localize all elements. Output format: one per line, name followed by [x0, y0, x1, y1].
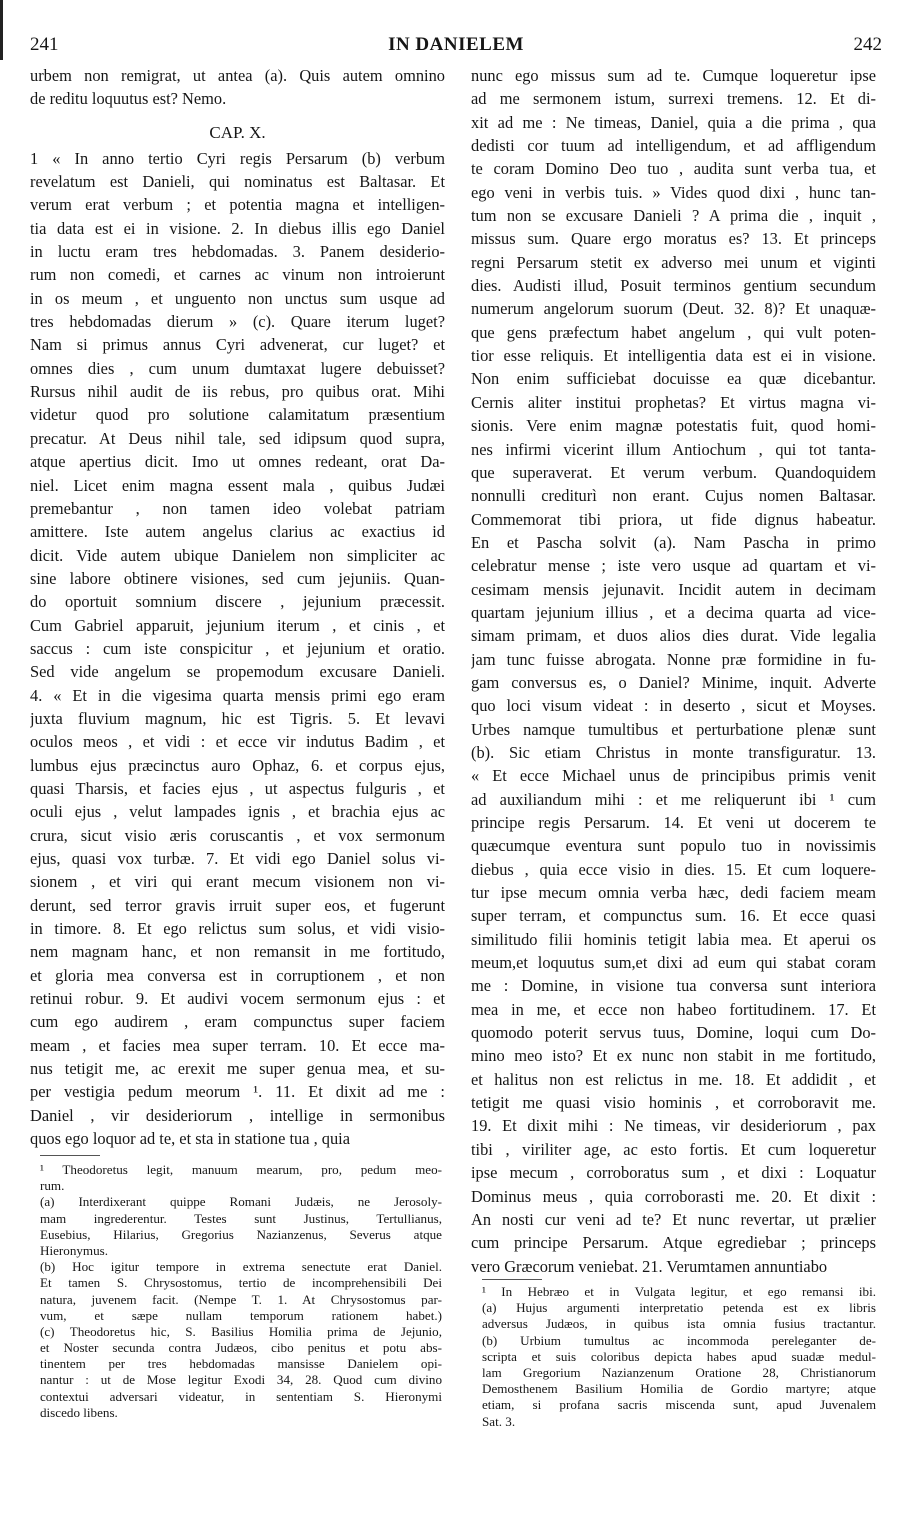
text-line: nes infirmi vicerint illum Antiochum , qui tot tanta- — [471, 439, 876, 459]
text-line: Cernis aliter institui prophetas? Et virtus magna vi- — [471, 392, 876, 412]
footnote-line: Hieronymus. — [40, 1242, 109, 1258]
footnote-line: Demosthenem Basilium Homilia de Gordio martyre; atque — [482, 1381, 876, 1397]
text-line: ejus, quasi vox turbæ. 7. Et vidi ego Daniel solus vi- — [30, 849, 445, 868]
text-line: numerum angelorum suorum (Deut. 32. 8)? Et unaquæ- — [471, 299, 876, 319]
right-page-number: 242 — [853, 34, 882, 55]
footnote-line: lam Gregorium Nazianzenum Oratione 28, Christianorum — [482, 1364, 876, 1380]
text-line: super terram, et compunctus sum. 16. Et ecce quasi — [471, 906, 876, 926]
text-line: per vestigia pedum meorum ¹. 11. Et dixit ad me : — [30, 1082, 445, 1102]
left-page-number: 241 — [30, 34, 59, 55]
text-line: in os meum , et unguento non unctus sum usque ad — [30, 288, 445, 308]
text-line: 1 « In anno tertio Cyri regis Persarum (b) verbum — [30, 148, 445, 168]
text-line: verum erat verbum ; et potentia magna et intelligen- — [30, 195, 445, 215]
text-line: rum non comedi, et carnes ac vinum non introierunt — [30, 265, 445, 285]
footnote-line: contextui adversari videatur, in sententiam S. Hieronymi — [40, 1388, 442, 1404]
text-line: quasi Tharsis, et facies ejus , ut aspectus fulguris , et — [30, 778, 445, 798]
text-line: quartam jejunium illius , et a decima quarta ad vice- — [471, 602, 876, 622]
text-line: xit ad me : Ne timeas, Daniel, quia a die prima , qua — [471, 112, 876, 132]
text-line: tur ipse mecum omnia verba hæc, dedi faciem meam — [471, 883, 876, 903]
text-line: Daniel , vir desideriorum , intellige in sermonibus — [30, 1105, 445, 1125]
footnote-line: Eusebius, Hilarius, Gregorius Nazianzenus, Severus atque — [40, 1226, 442, 1242]
text-line: amittere. Iste autem angelus clarius ac exactius id — [30, 522, 445, 542]
text-line: nem magnam hanc, et non remansit in me fortitudo, — [30, 942, 445, 962]
text-line: tior esse reliquis. Et intelligentia data est ei in visione. — [471, 346, 876, 366]
text-line: tres hebdomadas dierum » (c). Quare iterum luget? — [30, 312, 445, 332]
text-line: juxta fluvium magnum, hic est Tigris. 5. Et levavi — [30, 708, 445, 728]
text-line: et halitus non est relictus in me. 18. Et addidit , et — [471, 1069, 876, 1089]
footnote-line: etiam, si profana sacris miscenda sunt, apud Juvenalem — [482, 1397, 876, 1413]
text-line: Nam si primus annus Cyri advenerat, cur luget? et — [30, 335, 445, 355]
text-line: missus sum. Quare ergo moratus es? 13. Et princeps — [471, 229, 876, 249]
text-line: te coram Domino Deo tuo , audita sunt verba tua, et — [471, 159, 876, 179]
chapter-heading: CAP. X. — [209, 122, 266, 142]
text-line: atque apertius dicit. Imo ut omnes redeant, orat Da- — [30, 452, 445, 472]
text-line: sine labore obtinere visiones, sed cum jejuniis. Quan- — [30, 568, 445, 588]
text-line: revelatum est Danieli, qui nominatus est Baltasar. Et — [30, 172, 445, 192]
text-line: 4. « Et in die vigesima quarta mensis primi ego eram — [30, 685, 445, 705]
text-line: mea in me, et ecce non habeo fortitudinem. 17. Et — [471, 999, 876, 1019]
text-line: de reditu loquutus est? Nemo. — [30, 89, 227, 109]
footnote-line: (a) Interdixerant quippe Romani Judæis, ne Jerosoly- — [40, 1194, 442, 1210]
text-line: quæcumque eventura sunt populo tuo in novissimis — [471, 836, 876, 856]
footnote-line: adversus Judæos, in quibus ista omnia fusius tractantur. — [482, 1316, 876, 1332]
text-line: regni Persarum stetit ex adverso mei unum et viginti — [471, 252, 876, 272]
text-line: tum non se excusare Danieli ? A prima die , inquit , — [471, 206, 876, 226]
text-line: omnes dies , cum unum dumtaxat lugere debuisset? — [30, 358, 445, 378]
text-line: 19. Et dixit mihi : Ne timeas, vir desideriorum , pax — [471, 1116, 876, 1136]
text-line: jam tunc fuisse abrogata. Nonne præ formidine in fu- — [471, 649, 876, 669]
text-line: cesimam mensis jejunavit. Incidit autem in decimam — [471, 579, 876, 599]
footnote-line: tinentem per tres hebdomadas mansisse Danielem opi- — [40, 1356, 442, 1372]
footnote-line: ¹ Theodoretus legit, manuum mearum, pro, pedum meo- — [40, 1162, 442, 1177]
text-line: Urbes namque tumultibus et perturbatione plenæ sunt — [471, 719, 876, 739]
left-column — [30, 64, 445, 1150]
text-line: celebratur mense ; iste vero usque ad quartam et vi- — [471, 556, 876, 576]
text-line: crura, sicut visio æris coruscantis , et vox sermonum — [30, 825, 445, 845]
footnote-rule-left — [40, 1155, 100, 1156]
page-header — [30, 34, 882, 64]
footnote-line: (a) Hujus argumenti interpretatio petenda est ex libris — [482, 1300, 876, 1316]
footnote-line: Et tamen S. Chrysostomus, tertio de incomprehensibili Dei — [40, 1275, 442, 1291]
text-line: simam primam, et duos alios dies durat. Vide legalia — [471, 626, 876, 646]
text-line: ego veni in verbis tuis. » Vides quod dixi , hunc tan- — [471, 182, 876, 202]
footnote-line: nantur : ut de Mose legitur Exodi 34, 28. Quod cum divino — [40, 1372, 442, 1388]
text-line: nus tetigit me, ac erexit me super genua mea, et su- — [30, 1059, 445, 1079]
footnote-line: (c) Theodoretus hic, S. Basilius Homilia prima de Jejunio, — [40, 1323, 442, 1339]
text-line: dies. Audisti illud, Posuit terminos gentium secundum — [471, 276, 876, 296]
text-line: saccus : cum iste conspicitur , et jejunium et oratio. — [30, 638, 445, 658]
text-line: diebus , quia ecce visio in dies. 15. Et cum loquere- — [471, 859, 876, 879]
footnote-line: ¹ In Hebræo et in Vulgata legitur, et ego remansi ibi. — [482, 1284, 876, 1299]
text-line: cum principe Persarum. Atque egrediebar ; princeps — [471, 1233, 876, 1253]
text-line: (b). Sic etiam Christus in monte transfiguratur. 13. — [471, 742, 876, 762]
text-line: in timore. 8. Et ego relictus sum solus, et vidi visio- — [30, 919, 445, 939]
running-title: IN DANIELEM — [388, 34, 524, 55]
text-line: similitudo filii hominis tetigit labia mea. Et aperui os — [471, 929, 876, 949]
right-column — [471, 64, 876, 1278]
footnotes-left — [40, 1162, 442, 1421]
text-line: Non enim sufficiebat docuisse ea quæ dicebantur. — [471, 369, 876, 389]
text-line: Dominus meus , quia corroborasti me. 20. Et dixit : — [471, 1186, 876, 1206]
text-line: mino meo isto? Et ex nunc non stabit in me fortitudo, — [471, 1046, 876, 1066]
text-line: et gloria mea conversa est in corruptionem , et non — [30, 965, 445, 985]
footnote-line: natura, juvenem facit. (Nempe T. 1. At Chrysostomus par- — [40, 1291, 442, 1307]
footnote-line: et Noster secunda contra Judæos, cibo penitus et potu abs- — [40, 1340, 442, 1356]
footnote-line: (b) Urbium tumultus ac incommoda pereleganter de- — [482, 1332, 876, 1348]
footnote-rule-right — [482, 1279, 542, 1280]
page-edge-mark — [0, 0, 3, 60]
text-line: niel. Licet enim magna essent mala , quibus Judæi — [30, 475, 445, 495]
footnote-line: mam ingrederentur. Testes sunt Justinus, Tertullianus, — [40, 1210, 442, 1226]
text-line: do oportuit somnium discere , jejunium præcessit. — [30, 592, 445, 612]
text-line: premebantur , non tamen ideo volebat patriam — [30, 498, 445, 518]
text-line: Sed vide angelum se propemodum excusare Danieli. — [30, 662, 445, 682]
text-line: Rursus nihil audit de iis rebus, pro quibus orat. Mihi — [30, 382, 445, 402]
text-line: ad me sermonem istum, surrexi tremens. 12. Et di- — [471, 89, 876, 109]
text-line: quos ego loquor ad te, et sta in statione tua , quia — [30, 1129, 351, 1149]
text-line: En et Pascha solvit (a). Nam Pascha in primo — [471, 532, 876, 552]
text-line: principe regis Persarum. 14. Et veni ut docerem te — [471, 813, 876, 832]
text-line: ipse mecum , corroboratus sum , et dixi : Loquatur — [471, 1163, 876, 1183]
text-line: lumbus ejus præcinctus auro Ophaz, 6. et corpus ejus, — [30, 755, 445, 775]
text-line: cum ego audirem , eram compunctus super faciem — [30, 1012, 445, 1032]
footnote-line: vum, et sæpe nullam temporum rationem habet.) — [40, 1307, 442, 1323]
text-line: Cum Gabriel apparuit, jejunium iterum , et cinis , et — [30, 615, 445, 635]
footnote-line: discedo libens. — [40, 1404, 118, 1420]
text-line: videtur quod pro solutione calamitatum præsentium — [30, 405, 445, 425]
text-line: nonnulli crediturì non erant. Cujus nomen Baltasar. — [471, 486, 876, 506]
text-line: Commemorat tibi priora, ut fide dignus habeatur. — [471, 509, 876, 529]
text-line: tibi , viriliter age, ac esto fortis. Et cum loqueretur — [471, 1139, 876, 1159]
text-line: tia data est ei in visione. 2. In diebus illis ego Daniel — [30, 218, 445, 238]
text-line: oculos meos , et vidi : et ecce vir indutus Badim , et — [30, 732, 445, 752]
text-line: urbem non remigrat, ut antea (a). Quis autem omnino — [30, 66, 445, 85]
text-line: que superaverat. Et verum verbum. Quandoquidem — [471, 462, 876, 482]
text-line: meum,et loquutus sum,et dixi ad eum qui stabat coram — [471, 953, 876, 973]
text-line: sionis. Vere enim magnæ potestatis fuit, quod homi- — [471, 416, 876, 436]
footnote-line: rum. — [40, 1178, 65, 1194]
text-line: in luctu eram tres hebdomadas. 3. Panem desiderio- — [30, 242, 445, 262]
text-line: derunt, sed terror gravis irruit super eos, et fugerunt — [30, 895, 445, 915]
text-line: meam , et facies mea super terram. 10. Et ecce ma- — [30, 1035, 445, 1055]
text-line: ad auxiliandum mihi : et me reliquerunt ibi ¹ cum — [471, 789, 876, 809]
text-line: dedisti cor tuum ad intelligendum, et ad affligendum — [471, 136, 876, 156]
text-line: An nosti cur veni ad te? Et nunc revertar, ut prælier — [471, 1209, 876, 1229]
text-line: oculi ejus , velut lampades ignis , et brachia ejus ac — [30, 802, 445, 822]
text-line: tetigit me quasi visio hominis , et corroboravit me. — [471, 1093, 876, 1113]
text-line: quomodo poterit servus tuus, Domine, loqui cum Do- — [471, 1023, 876, 1043]
text-line: « Et ecce Michael unus de principibus primis venit — [471, 766, 876, 786]
text-line: retinui robur. 9. Et audivi vocem sermonum ejus : et — [30, 989, 445, 1009]
text-line: precatur. At Deus nihil tale, sed idipsum quod supra, — [30, 428, 445, 448]
text-line: nunc ego missus sum ad te. Cumque loqueretur ipse — [471, 66, 876, 85]
text-line: dicit. Vide autem ubique Danielem non simpliciter ac — [30, 545, 445, 565]
footnote-line: (b) Hoc igitur tempore in extrema senectute erat Daniel. — [40, 1259, 442, 1275]
text-line: me : Domine, in visione tua conversa sunt interiora — [471, 976, 876, 996]
footnotes-right — [482, 1284, 876, 1430]
text-line: sionem , et viri qui erant mecum visionem non vi- — [30, 872, 445, 892]
text-line: que gens præfectum habet angelum , qui vult poten- — [471, 322, 876, 342]
footnote-line: Sat. 3. — [482, 1413, 516, 1429]
text-line: quo loci visum videat : in deserto , sicut et Moyses. — [471, 696, 876, 716]
footnote-line: scripta et suis coloribus depicta habes apud suadæ medul- — [482, 1348, 876, 1364]
text-line: vero Græcorum veniebat. 21. Verumtamen annuntiabo — [471, 1256, 828, 1276]
text-line: gam conversus es, o Daniel? Minime, inquit. Adverte — [471, 672, 876, 692]
